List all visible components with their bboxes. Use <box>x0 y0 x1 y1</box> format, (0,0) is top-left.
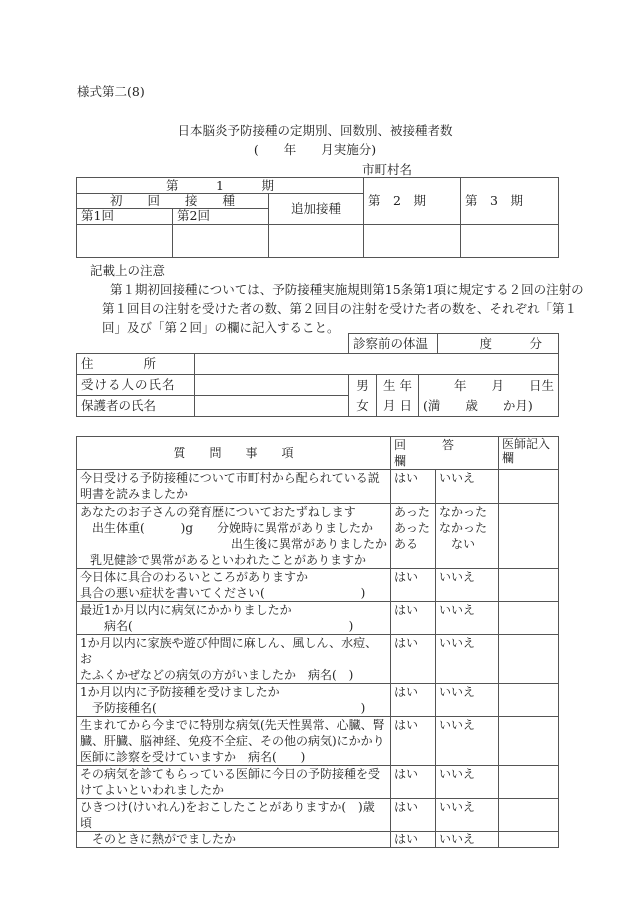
temperature-table <box>348 333 559 354</box>
answer-yes[interactable] <box>391 799 436 832</box>
recipient-name-field[interactable] <box>195 375 349 396</box>
answer-no[interactable] <box>436 766 499 799</box>
answer-option-yes[interactable]: はい <box>394 603 419 617</box>
doctor-note-cell[interactable] <box>499 470 559 504</box>
answer-no[interactable] <box>436 569 499 602</box>
count-table <box>76 177 559 258</box>
answer-yes[interactable] <box>391 504 436 569</box>
dose1-count[interactable] <box>77 225 173 258</box>
notes-line-3: 回」及び「第２回」の欄に記入すること。 <box>102 320 340 335</box>
question-text <box>77 504 391 569</box>
doctor-note-cell[interactable] <box>499 717 559 766</box>
question-line: 最近1か月以内に病気にかかりましたか <box>80 603 292 617</box>
question-row <box>77 635 559 684</box>
answer-option-no[interactable]: なかった <box>439 521 488 535</box>
notes-line-2: 第１回目の注射を受けた者の数、第２回目の注射を受けた者の数を、それぞれ「第１ <box>102 301 578 316</box>
question-row <box>77 832 559 848</box>
dose2-header: 第2回 <box>173 209 269 225</box>
question-line: 生まれてから今までに特別な病気(先天性異常、心臓、腎 <box>80 718 385 732</box>
notes-line-1: 第１期初回接種については、予防接種実施規則第15条第1項に規定する２回の注射の <box>110 282 584 297</box>
period3-count[interactable] <box>461 225 559 258</box>
answer-option-yes[interactable]: ある <box>394 537 419 551</box>
sex-female[interactable]: 女 <box>356 397 369 413</box>
question-text <box>77 832 391 848</box>
answer-option-no[interactable]: ない <box>451 537 476 551</box>
question-text <box>77 766 391 799</box>
question-line: 出生体重( )g 分娩時に異常がありましたか <box>80 521 374 535</box>
question-line: けてよいといわれましたか <box>80 783 225 797</box>
doctor-note-cell[interactable] <box>499 569 559 602</box>
question-row <box>77 717 559 766</box>
doctor-note-cell[interactable] <box>499 504 559 569</box>
answer-no[interactable] <box>436 684 499 717</box>
booster-header: 追加接種 <box>269 194 364 225</box>
answer-option-yes[interactable]: はい <box>394 800 419 814</box>
answer-yes[interactable] <box>391 569 436 602</box>
question-text <box>77 470 391 504</box>
question-line: 明書を読みましたか <box>80 487 189 501</box>
answer-no[interactable] <box>436 717 499 766</box>
question-line: 今日受ける予防接種について市町村から配られている説 <box>80 471 380 485</box>
question-row <box>77 569 559 602</box>
question-text <box>77 635 391 684</box>
recipient-name-label: 受ける人の氏名 <box>77 375 195 396</box>
question-line: 病名( ) <box>80 619 354 633</box>
question-line: 乳児健診で異常があるといわれたことがありますか <box>90 553 367 567</box>
answer-no[interactable] <box>436 470 499 504</box>
period2-count[interactable] <box>364 225 461 258</box>
answer-option-no[interactable]: いいえ <box>439 800 476 814</box>
question-row <box>77 602 559 635</box>
answer-option-yes[interactable]: はい <box>394 570 419 584</box>
question-line: 具合の悪い症状を書いてください( ) <box>80 586 366 600</box>
answer-yes[interactable] <box>391 832 436 848</box>
answer-option-no[interactable]: いいえ <box>439 718 476 732</box>
initial-header: 初 回 接 種 <box>77 194 269 209</box>
doctor-header: 医師記入欄 <box>499 437 559 470</box>
answer-yes[interactable] <box>391 470 436 504</box>
answer-no[interactable] <box>436 602 499 635</box>
question-line: ひきつけ(けいれん)をおこしたことがありますか( )歳 <box>80 800 375 814</box>
question-line: 1か月以内に家族や遊び仲間に麻しん、風しん、水痘、お <box>80 636 378 666</box>
answer-option-yes[interactable]: あった <box>394 521 430 535</box>
notes-heading: 記載上の注意 <box>90 263 166 278</box>
answer-no[interactable] <box>436 799 499 832</box>
temperature-label: 診察前の体温 <box>349 334 438 354</box>
question-row <box>77 504 559 569</box>
answer-header: 回 答 欄 <box>391 437 499 470</box>
answer-option-yes[interactable]: はい <box>394 718 419 732</box>
answer-yes[interactable] <box>391 684 436 717</box>
answer-option-no[interactable]: いいえ <box>439 603 476 617</box>
question-line: 頃 <box>80 816 93 830</box>
question-row <box>77 766 559 799</box>
form-number: 様式第二(8) <box>77 84 145 99</box>
answer-option-no[interactable]: いいえ <box>439 832 476 846</box>
question-line: そのときに熱がでましたか <box>80 832 237 846</box>
question-row <box>77 470 559 504</box>
answer-option-no[interactable]: いいえ <box>439 685 476 699</box>
answer-option-yes[interactable]: はい <box>394 832 419 846</box>
doctor-note-cell[interactable] <box>499 684 559 717</box>
questionnaire-table <box>76 436 559 848</box>
municipality-label: 市町村名 <box>362 162 413 177</box>
question-text <box>77 569 391 602</box>
form-subtitle: ( 年 月実施分) <box>253 142 377 157</box>
answer-option-no[interactable]: いいえ <box>439 767 476 781</box>
question-text <box>77 684 391 717</box>
question-line: その病気を診てもらっている医師に今日の予防接種を受 <box>80 767 381 781</box>
question-row <box>77 799 559 832</box>
answer-option-yes[interactable]: あった <box>394 505 430 519</box>
doctor-note-cell[interactable] <box>499 602 559 635</box>
answer-option-yes[interactable]: はい <box>394 767 419 781</box>
answer-yes[interactable] <box>391 717 436 766</box>
answer-option-no[interactable]: いいえ <box>439 636 476 650</box>
answer-yes[interactable] <box>391 766 436 799</box>
answer-no[interactable] <box>436 504 499 569</box>
question-line: あなたのお子さんの発育歴についておたずねします <box>80 505 356 519</box>
doctor-note-cell[interactable] <box>499 832 559 848</box>
question-line: 予防接種名( ) <box>80 701 366 715</box>
period2-header: 第 2 期 <box>364 178 461 225</box>
form-title: 日本脳炎予防接種の定期別、回数別、被接種者数 <box>177 123 453 138</box>
booster-count[interactable] <box>269 225 364 258</box>
personal-table <box>76 353 559 417</box>
answer-no[interactable] <box>436 832 499 848</box>
guardian-name-field[interactable] <box>195 396 349 417</box>
doctor-note-cell[interactable] <box>499 766 559 799</box>
answer-option-no[interactable]: いいえ <box>439 570 476 584</box>
address-field[interactable] <box>195 354 559 375</box>
birth-label-2: 月 日 <box>383 397 412 413</box>
question-text <box>77 602 391 635</box>
question-line: たふくかぜなどの病気の方がいましたか 病名( ) <box>80 668 354 682</box>
answer-yes[interactable] <box>391 635 436 684</box>
question-line: 医師に診察を受けていますか 病名( ) <box>80 750 306 764</box>
answer-option-no[interactable]: いいえ <box>439 471 476 485</box>
answer-no[interactable] <box>436 635 499 684</box>
birth-date-field[interactable]: 年 月 日生 <box>453 377 554 393</box>
age-field[interactable]: (満 歳 か月) <box>423 397 533 413</box>
answer-option-yes[interactable]: はい <box>394 685 419 699</box>
answer-option-yes[interactable]: はい <box>394 471 419 485</box>
period3-header: 第 3 期 <box>461 178 559 225</box>
period1-header: 第 1 期 <box>77 178 364 194</box>
question-line: 今日体に具合のわるいところがありますか <box>80 570 309 584</box>
answer-option-no[interactable]: なかった <box>439 505 488 519</box>
dose2-count[interactable] <box>173 225 269 258</box>
question-row <box>77 684 559 717</box>
sex-male[interactable]: 男 <box>356 377 369 393</box>
question-line: 臓、肝臓、脳神経、免疫不全症、その他の病気)にかかり <box>80 734 385 748</box>
temperature-field[interactable]: 度 分 <box>438 334 559 354</box>
question-line: 出生後に異常がありましたか <box>230 537 387 551</box>
question-text <box>77 799 391 832</box>
doctor-note-cell[interactable] <box>499 635 559 684</box>
question-line: 1か月以内に予防接種を受けましたか <box>80 685 280 699</box>
question-header: 質 問 事 項 <box>77 437 391 470</box>
guardian-name-label: 保護者の氏名 <box>77 396 195 417</box>
answer-option-yes[interactable]: はい <box>394 636 419 650</box>
doctor-note-cell[interactable] <box>499 799 559 832</box>
answer-yes[interactable] <box>391 602 436 635</box>
question-text <box>77 717 391 766</box>
birth-label-1: 生 年 <box>383 377 412 393</box>
dose1-header: 第1回 <box>77 209 173 225</box>
address-label: 住 所 <box>77 354 195 375</box>
